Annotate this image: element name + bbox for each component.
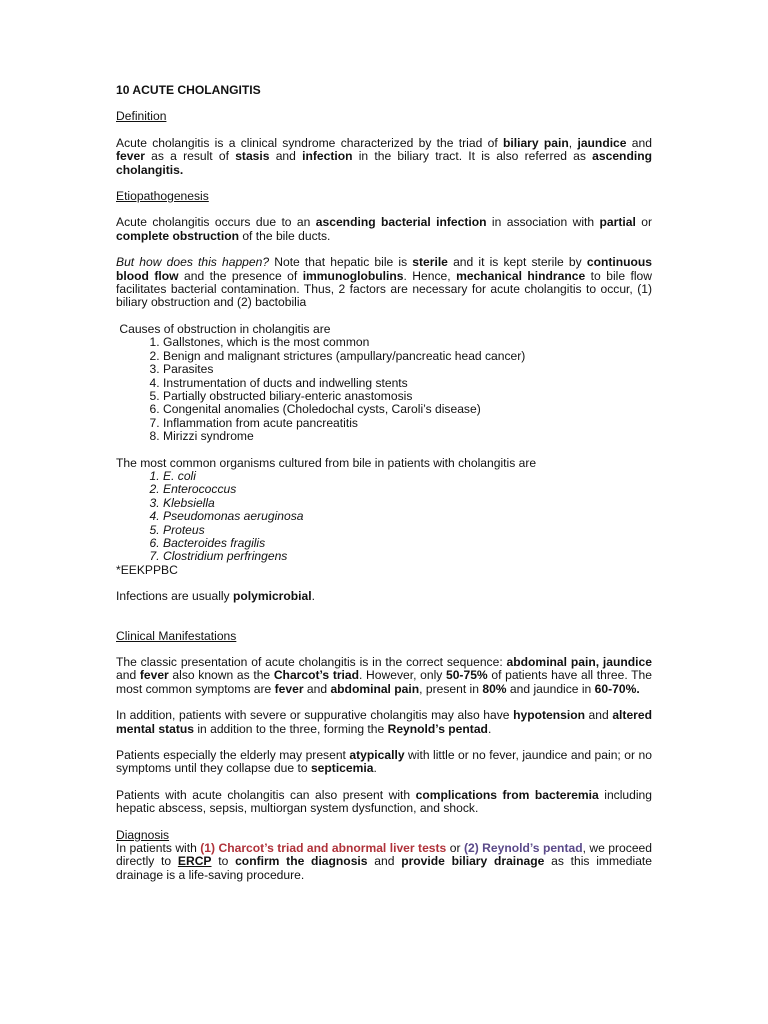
- list-item: 3. Parasites: [163, 363, 652, 376]
- organisms-intro: The most common organisms cultured from bile in patients with cholangitis are: [116, 455, 537, 470]
- definition-heading: Definition: [116, 109, 167, 124]
- document-page: [116, 84, 652, 882]
- list-item: 7. Clostridium perfringens: [163, 550, 652, 563]
- mechanism-paragraph: But how does this happen? Note that hepatic bile is sterile and it is kept sterile by continuous blood flow and the presence of immunoglobulins. Hence, mechanical hindrance to bile flow facilitates bacterial contamination. Thus, 2 factors are necessary for acute cholangitis to occur, (1) biliary obstruction and (2) bactobilia: [116, 255, 653, 310]
- list-item: 1. Gallstones, which is the most common: [163, 336, 652, 349]
- list-item: 4. Pseudomonas aeruginosa: [163, 510, 652, 523]
- list-item: 5. Proteus: [163, 524, 652, 537]
- clinical-heading: Clinical Manifestations: [116, 628, 237, 643]
- list-item: 7. Inflammation from acute pancreatitis: [163, 417, 652, 430]
- diagnosis-heading: Diagnosis: [116, 827, 170, 842]
- list-item: 5. Partially obstructed biliary-enteric anastomosis: [163, 390, 652, 403]
- definition-paragraph: Acute cholangitis is a clinical syndrome characterized by the triad of biliary pain, jaundice and fever as a result of stasis and infection in the biliary tract. It is also referred as ascending cholangitis.: [116, 135, 652, 177]
- list-item: 6. Congenital anomalies (Choledochal cysts, Caroli’s disease): [163, 403, 652, 416]
- clinical-paragraph-3: Patients especially the elderly may present atypically with little or no fever, jaundice and pain; or no symptoms until they collapse due to septicemia.: [116, 748, 652, 776]
- diagnosis-paragraph: In patients with (1) Charcot’s triad and abnormal liver tests or (2) Reynold’s pentad, we proceed directly to ERCP to confirm the diagnosis and provide biliary drainage as this immediate drainage is a life-saving procedure.: [116, 841, 652, 882]
- list-item: 2. Enterococcus: [163, 483, 652, 496]
- organisms-list: [116, 470, 652, 564]
- mnemonic: *EEKPPBC: [116, 562, 178, 577]
- etiology-paragraph: Acute cholangitis occurs due to an ascending bacterial infection in association with partial or complete obstruction of the bile ducts.: [116, 215, 652, 243]
- clinical-paragraph-1: The classic presentation of acute cholangitis is in the correct sequence: abdominal pain, jaundice and fever also known as the Charcot’s triad. However, only 50-75% of patients have all three. The most common symptoms are fever and abdominal pain, present in 80% and jaundice in 60-70%.: [116, 655, 652, 696]
- causes-intro: Causes of obstruction in cholangitis are: [116, 321, 331, 336]
- clinical-paragraph-2: In addition, patients with severe or suppurative cholangitis may also have hypotension and altered mental status in addition to the three, forming the Reynold’s pentad.: [116, 708, 652, 736]
- list-item: 3. Klebsiella: [163, 497, 652, 510]
- document-title: 10 ACUTE CHOLANGITIS: [116, 83, 261, 97]
- list-item: 6. Bacteroides fragilis: [163, 537, 652, 550]
- etiopathogenesis-heading: Etiopathogenesis: [116, 189, 209, 204]
- list-item: 2. Benign and malignant strictures (ampullary/pancreatic head cancer): [163, 350, 652, 363]
- polymicrobial-note: Infections are usually polymicrobial.: [116, 589, 315, 604]
- list-item: 1. E. coli: [163, 470, 652, 483]
- clinical-paragraph-4: Patients with acute cholangitis can also present with complications from bacteremia including hepatic abscess, sepsis, multiorgan system dysfunction, and shock.: [116, 787, 652, 816]
- list-item: 8. Mirizzi syndrome: [163, 430, 652, 443]
- list-item: 4. Instrumentation of ducts and indwelling stents: [163, 377, 652, 390]
- causes-list: [116, 336, 652, 443]
